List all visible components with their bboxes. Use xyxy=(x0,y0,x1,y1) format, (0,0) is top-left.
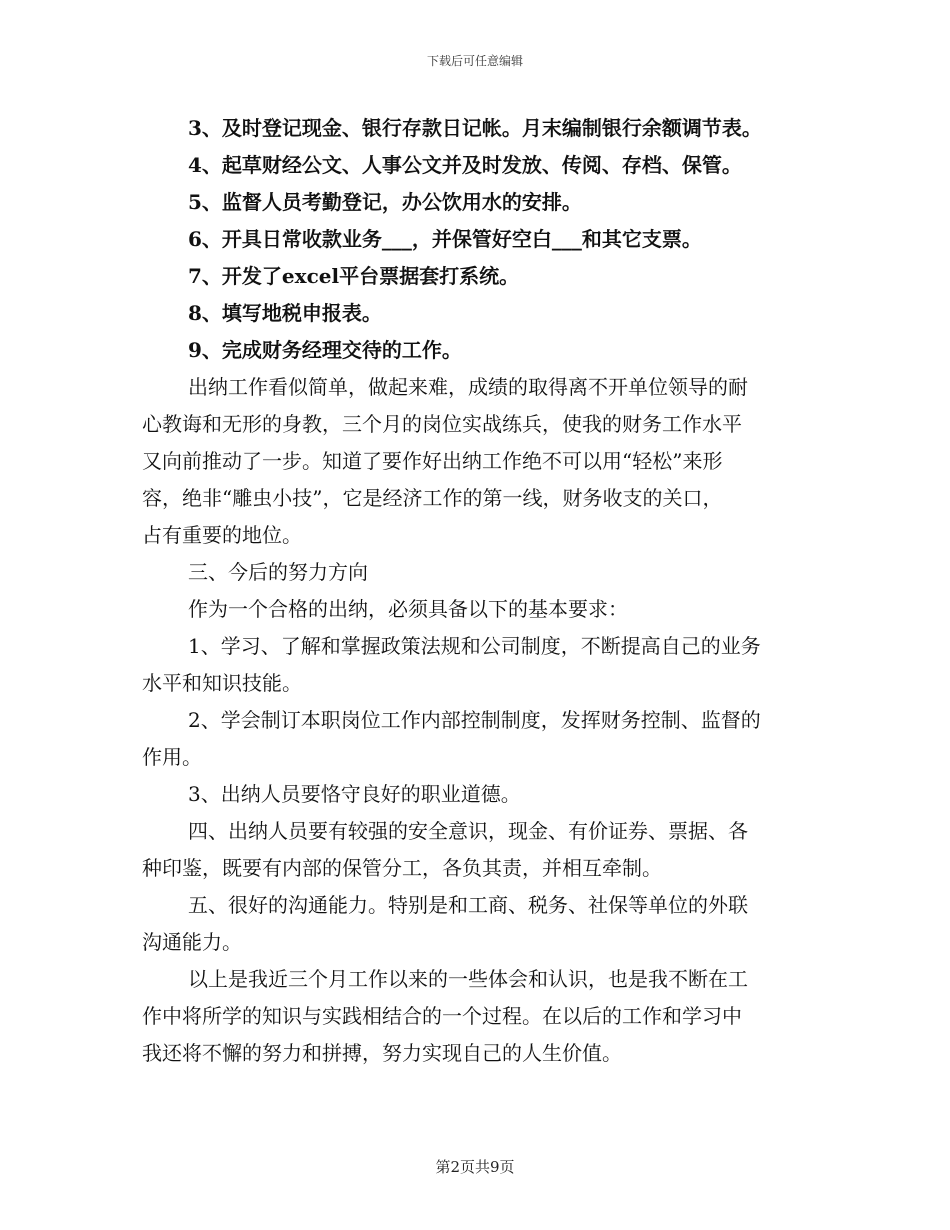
page-footer: 第2页共9页 xyxy=(435,1158,515,1176)
paragraph-line: 以上是我近三个月工作以来的一些体会和认识，也是我不断在工 xyxy=(188,967,748,991)
paragraph-line: 容，绝非“雕虫小技”，它是经济工作的第一线，财务收支的关口， xyxy=(142,486,723,510)
section-heading: 三、今后的努力方向 xyxy=(188,560,368,584)
closing-paragraph xyxy=(142,961,812,1072)
paragraph-line: 五、很好的沟通能力。特别是和工商、税务、社保等单位的外联 xyxy=(188,893,748,917)
requirement-5 xyxy=(142,887,812,961)
document-body xyxy=(142,110,812,1072)
paragraph-line: 1、学习、了解和掌握政策法规和公司制度，不断提高自己的业务 xyxy=(188,634,761,658)
paragraph-line: 占有重要的地位。 xyxy=(142,523,302,547)
requirement-3: 3、出纳人员要恪守良好的职业道德。 xyxy=(188,782,521,806)
requirement-1 xyxy=(142,628,812,702)
list-item-6: 6、开具日常收款业务___，并保管好空白___和其它支票。 xyxy=(188,227,702,251)
list-item-9: 9、完成财务经理交待的工作。 xyxy=(188,338,462,362)
paragraph-line: 作中将所学的知识与实践相结合的一个过程。在以后的工作和学习中 xyxy=(142,1004,742,1028)
paragraph-line: 作用。 xyxy=(142,745,202,769)
paragraph-line: 出纳工作看似简单，做起来难，成绩的取得离不开单位领导的耐 xyxy=(188,375,748,399)
paragraph-line: 我还将不懈的努力和拼搏，努力实现自己的人生价值。 xyxy=(142,1041,622,1065)
list-item-3: 3、及时登记现金、银行存款日记帐。月末编制银行余额调节表。 xyxy=(188,116,762,140)
paragraph-line: 2、学会制订本职岗位工作内部控制制度，发挥财务控制、监督的 xyxy=(188,708,761,732)
list-item-5: 5、监督人员考勤登记，办公饮用水的安排。 xyxy=(188,190,582,214)
page-header: 下载后可任意编辑 xyxy=(426,54,523,68)
intro-line: 作为一个合格的出纳，必须具备以下的基本要求： xyxy=(188,597,628,621)
requirement-2 xyxy=(142,702,812,776)
list-item-4: 4、起草财经公文、人事公文并及时发放、传阅、存档、保管。 xyxy=(188,153,742,177)
paragraph-line: 四、出纳人员要有较强的安全意识，现金、有价证券、票据、各 xyxy=(188,819,748,843)
paragraph-line: 水平和知识技能。 xyxy=(142,671,302,695)
paragraph-reflection xyxy=(142,369,812,554)
paragraph-line: 又向前推动了一步。知道了要作好出纳工作绝不可以用“轻松”来形 xyxy=(142,449,723,473)
list-item-7: 7、开发了excel平台票据套打系统。 xyxy=(188,264,520,288)
paragraph-line: 心教诲和无形的身教，三个月的岗位实战练兵，使我的财务工作水平 xyxy=(142,412,742,436)
paragraph-line: 种印鉴，既要有内部的保管分工，各负其责，并相互牵制。 xyxy=(142,856,662,880)
requirement-4 xyxy=(142,813,812,887)
list-item-8: 8、填写地税申报表。 xyxy=(188,301,382,325)
paragraph-line: 沟通能力。 xyxy=(142,930,242,954)
